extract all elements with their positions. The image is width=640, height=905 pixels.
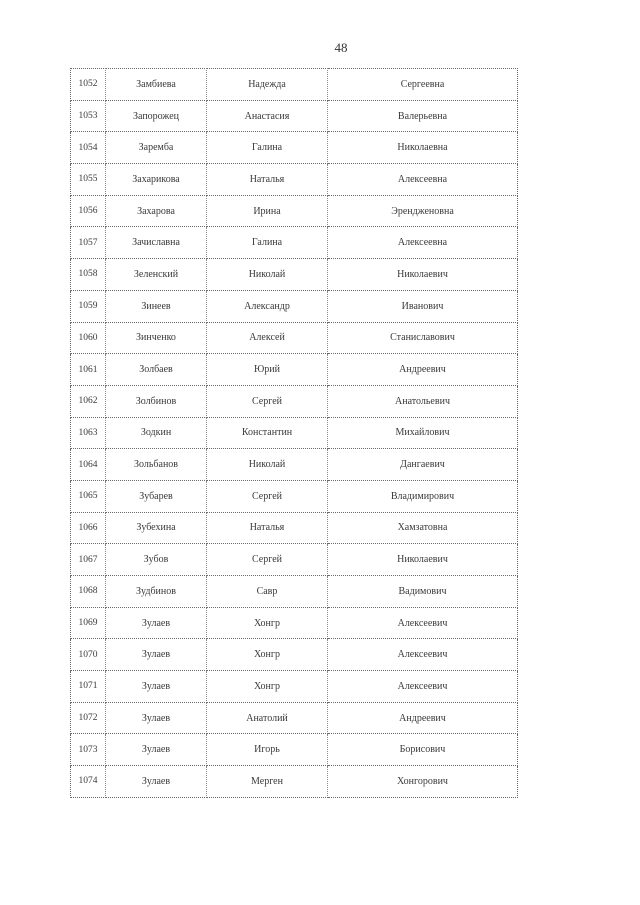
surname-cell: Зольбанов: [106, 449, 207, 481]
surname-cell: Зулаев: [106, 766, 207, 798]
row-number-cell: 1055: [71, 164, 106, 196]
surname-cell: Зулаев: [106, 734, 207, 766]
row-number-cell: 1070: [71, 639, 106, 671]
table-row: [71, 132, 518, 164]
patronymic-cell: Анатольевич: [328, 385, 518, 417]
given-name-cell: Николай: [207, 449, 328, 481]
surname-cell: Золбинов: [106, 385, 207, 417]
row-number-cell: 1074: [71, 766, 106, 798]
given-name-cell: Хонгр: [207, 607, 328, 639]
table-row: [71, 100, 518, 132]
patronymic-cell: Хонгорович: [328, 766, 518, 798]
table-row: [71, 385, 518, 417]
patronymic-cell: Хамзатовна: [328, 512, 518, 544]
table-row: [71, 417, 518, 449]
surname-cell: Зулаев: [106, 671, 207, 703]
table-row: [71, 639, 518, 671]
surname-cell: Захарикова: [106, 164, 207, 196]
table-row: [71, 671, 518, 703]
patronymic-cell: Станиславович: [328, 322, 518, 354]
patronymic-cell: Владимирович: [328, 480, 518, 512]
patronymic-cell: Алексеевич: [328, 671, 518, 703]
row-number-cell: 1056: [71, 195, 106, 227]
surname-cell: Зодкин: [106, 417, 207, 449]
surname-cell: Золбаев: [106, 354, 207, 386]
patronymic-cell: Николаевич: [328, 544, 518, 576]
patronymic-cell: Николаевич: [328, 259, 518, 291]
patronymic-cell: Андреевич: [328, 354, 518, 386]
surname-cell: Захарова: [106, 195, 207, 227]
row-number-cell: 1057: [71, 227, 106, 259]
surname-cell: Зинченко: [106, 322, 207, 354]
table-row: [71, 449, 518, 481]
row-number-cell: 1065: [71, 480, 106, 512]
surname-cell: Зулаев: [106, 702, 207, 734]
given-name-cell: Мерген: [207, 766, 328, 798]
surname-cell: Зулаев: [106, 639, 207, 671]
patronymic-cell: Николаевна: [328, 132, 518, 164]
table-row: [71, 164, 518, 196]
patronymic-cell: Алексеевна: [328, 164, 518, 196]
patronymic-cell: Борисович: [328, 734, 518, 766]
surname-cell: Заремба: [106, 132, 207, 164]
given-name-cell: Игорь: [207, 734, 328, 766]
table-row: [71, 354, 518, 386]
table-row: [71, 766, 518, 798]
roster-table: [70, 68, 518, 798]
given-name-cell: Константин: [207, 417, 328, 449]
table-row: [71, 480, 518, 512]
given-name-cell: Хонгр: [207, 671, 328, 703]
given-name-cell: Николай: [207, 259, 328, 291]
patronymic-cell: Эрендженовна: [328, 195, 518, 227]
row-number-cell: 1052: [71, 69, 106, 101]
given-name-cell: Галина: [207, 132, 328, 164]
surname-cell: Зулаев: [106, 607, 207, 639]
table-row: [71, 544, 518, 576]
surname-cell: Запорожец: [106, 100, 207, 132]
table-row: [71, 69, 518, 101]
row-number-cell: 1053: [71, 100, 106, 132]
patronymic-cell: Алексеевич: [328, 607, 518, 639]
surname-cell: Зинеев: [106, 290, 207, 322]
row-number-cell: 1068: [71, 576, 106, 608]
row-number-cell: 1058: [71, 259, 106, 291]
row-number-cell: 1067: [71, 544, 106, 576]
table-row: [71, 702, 518, 734]
table-row: [71, 576, 518, 608]
row-number-cell: 1072: [71, 702, 106, 734]
page-number: 48: [334, 40, 348, 55]
row-number-cell: 1071: [71, 671, 106, 703]
surname-cell: Зубарев: [106, 480, 207, 512]
table-row: [71, 322, 518, 354]
table-row: [71, 734, 518, 766]
row-number-cell: 1060: [71, 322, 106, 354]
patronymic-cell: Андреевич: [328, 702, 518, 734]
table-row: [71, 259, 518, 291]
surname-cell: Зачиславна: [106, 227, 207, 259]
patronymic-cell: Сергеевна: [328, 69, 518, 101]
patronymic-cell: Вадимович: [328, 576, 518, 608]
patronymic-cell: Алексеевич: [328, 639, 518, 671]
patronymic-cell: Дангаевич: [328, 449, 518, 481]
table-row: [71, 512, 518, 544]
row-number-cell: 1066: [71, 512, 106, 544]
surname-cell: Замбиева: [106, 69, 207, 101]
row-number-cell: 1069: [71, 607, 106, 639]
row-number-cell: 1061: [71, 354, 106, 386]
row-number-cell: 1064: [71, 449, 106, 481]
given-name-cell: Ирина: [207, 195, 328, 227]
given-name-cell: Галина: [207, 227, 328, 259]
patronymic-cell: Алексеевна: [328, 227, 518, 259]
row-number-cell: 1059: [71, 290, 106, 322]
given-name-cell: Юрий: [207, 354, 328, 386]
table-row: [71, 290, 518, 322]
given-name-cell: Сергей: [207, 480, 328, 512]
roster-body: [71, 69, 518, 798]
surname-cell: Зеленский: [106, 259, 207, 291]
row-number-cell: 1062: [71, 385, 106, 417]
given-name-cell: Александр: [207, 290, 328, 322]
row-number-cell: 1063: [71, 417, 106, 449]
given-name-cell: Наталья: [207, 512, 328, 544]
patronymic-cell: Михайлович: [328, 417, 518, 449]
patronymic-cell: Иванович: [328, 290, 518, 322]
given-name-cell: Анатолий: [207, 702, 328, 734]
given-name-cell: Сергей: [207, 544, 328, 576]
table-row: [71, 195, 518, 227]
patronymic-cell: Валерьевна: [328, 100, 518, 132]
surname-cell: Зубов: [106, 544, 207, 576]
given-name-cell: Алексей: [207, 322, 328, 354]
given-name-cell: Хонгр: [207, 639, 328, 671]
table-row: [71, 607, 518, 639]
row-number-cell: 1054: [71, 132, 106, 164]
given-name-cell: Сергей: [207, 385, 328, 417]
given-name-cell: Наталья: [207, 164, 328, 196]
given-name-cell: Анастасия: [207, 100, 328, 132]
given-name-cell: Надежда: [207, 69, 328, 101]
row-number-cell: 1073: [71, 734, 106, 766]
given-name-cell: Савр: [207, 576, 328, 608]
table-row: [71, 227, 518, 259]
surname-cell: Зудбинов: [106, 576, 207, 608]
surname-cell: Зубехина: [106, 512, 207, 544]
